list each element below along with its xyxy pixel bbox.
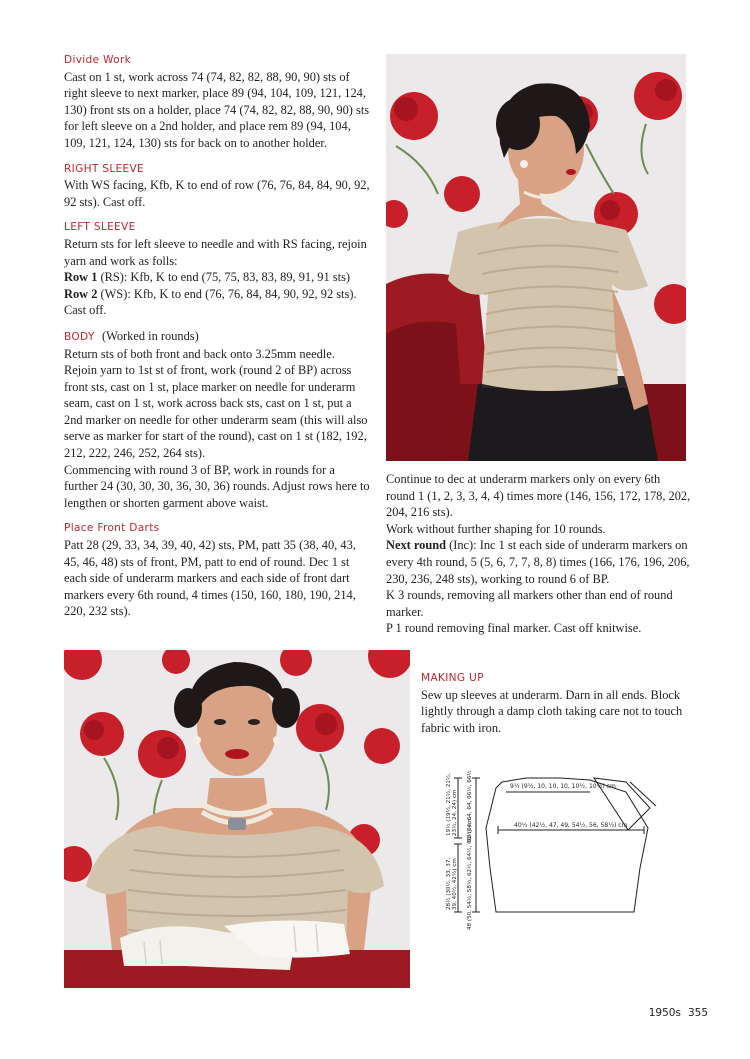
left-sleeve-section xyxy=(64,219,370,319)
right-sleeve-heading: RIGHT SLEEVE xyxy=(64,162,145,175)
left-sleeve-intro: Return sts for left sleeve to needle and with RS facing, rejoin yarn and work as folls: xyxy=(64,236,367,268)
divide-work-heading: Divide Work xyxy=(64,54,132,66)
width-label: 40½ (42½, 47, 49, 54½, 56, 58½) cm xyxy=(514,822,628,829)
next-round-text: (Inc): Inc 1 st each side of underarm markers on every 4th round, 5 (5, 6, 7, 7, 8, 8) times (166, 176, 196, 206, 230, 236, 248 sts), working to round 6 of BP. xyxy=(386,538,690,586)
body-section xyxy=(64,328,370,512)
right-sleeve-section xyxy=(64,161,370,211)
left-sleeve-heading: LEFT SLEEVE xyxy=(64,221,136,234)
next-round-label: Next round xyxy=(386,538,447,553)
row-1-label: Row 1 xyxy=(64,270,98,285)
left-sleeve-row-1 xyxy=(64,269,370,286)
photo-back-view xyxy=(386,54,686,461)
footer-section: 1950s xyxy=(648,1007,681,1019)
left-column xyxy=(64,52,370,629)
continue-text-2: Work without further shaping for 10 rounds. xyxy=(386,521,606,536)
row-1-text: (RS): Kfb, K to end (75, 75, 83, 83, 89, 91, 91 sts) xyxy=(97,270,351,285)
upper-label-2: 23½, 24, 24) cm xyxy=(452,789,458,836)
making-up-heading: MAKING UP xyxy=(421,672,484,684)
upper-label-1: 19½ (19½, 21½, 21½, xyxy=(446,772,452,836)
lower-label-1: 28½ (30½, 33, 37, xyxy=(446,857,452,910)
back-view-illustration xyxy=(386,54,686,461)
lower-label-2: 39, 40½, 42½) cm xyxy=(452,858,458,910)
divide-work-section xyxy=(64,52,370,152)
front-darts-text: Patt 28 (29, 33, 34, 39, 40, 42) sts, PM, patt 35 (38, 40, 43, 45, 46, 48) sts of front, PM, patt to end of round. Dec 1 st each side of underarm markers and each side of front dart markers every 6th round, 4 times (150, 160, 180, 190, 214, 220, 232 sts). xyxy=(64,538,356,619)
row-2-label: Row 2 xyxy=(64,286,98,301)
page-footer xyxy=(642,1007,708,1019)
right-sleeve-text: With WS facing, Kfb, K to end of row (76, 76, 84, 84, 90, 92, 92 sts). Cast off. xyxy=(64,178,370,209)
body-text-2: Commencing with round 3 of BP, work in rounds for a further 24 (30, 30, 30, 36, 30, 36) rounds. Adjust rows here to lengthen or shorten garment above waist. xyxy=(64,462,370,510)
continue-text-3: K 3 rounds, removing all markers other than end of round marker. xyxy=(386,588,673,619)
right-column xyxy=(386,471,692,637)
making-up-text: Sew up sleeves at underarm. Darn in all ends. Block lightly through a damp cloth taking care not to touch fabric with iron. xyxy=(421,687,683,735)
continue-text-1: Continue to dec at underarm markers only on every 6th round 1 (1, 2, 3, 3, 4, 4) times more (146, 156, 172, 178, 202, 204, 216 sts). xyxy=(386,472,691,520)
making-up-section xyxy=(421,670,691,736)
upper-label-3: 63 (64, 64, 64, 66½, 66½) cm xyxy=(467,770,473,842)
photo-front-view xyxy=(64,650,410,988)
front-darts-section xyxy=(64,520,370,620)
front-view-illustration xyxy=(64,650,410,988)
schematic-svg xyxy=(440,770,680,935)
body-heading-line xyxy=(64,328,370,346)
body-heading: BODY xyxy=(64,330,95,343)
page-number: 355 xyxy=(687,1007,708,1019)
divide-work-text: Cast on 1 st, work across 74 (74, 82, 82, 88, 90, 90) sts of right sleeve to next marker, place 89 (94, 104, 109, 121, 124, 130) front sts on a holder, place 74 (74, 82, 82, 88, 90, 90) sts for left sleeve on a 2nd holder, and place rem 89 (94, 104, 109, 121, 124, 130) sts for back on to another holder. xyxy=(64,69,370,150)
lower-label-3: 48 (50, 54½, 58½, 62½, 64½, 66½) cm xyxy=(467,818,473,930)
schematic-diagram xyxy=(440,770,680,935)
sleeve-label: 9½ (9½, 10, 10, 10, 10½, 10½) cm xyxy=(510,783,616,790)
body-note: (Worked in rounds) xyxy=(102,328,199,343)
next-round-line xyxy=(386,537,692,587)
row-2-text: (WS): Kfb, K to end (76, 76, 84, 84, 90, 92, 92 sts). Cast off. xyxy=(64,286,357,318)
body-text-1: Return sts of both front and back onto 3.25mm needle. Rejoin yarn to 1st st of front, work (round 2 of BP) across front sts, cast on 1 st, place marker on needle for underarm seam, cast on 1 st, work across back sts, cast on 1 st, put a 2nd marker on needle for other underarm seam (this will also serve as marker for start of the round), cast on 1 st (182, 192, 212, 222, 246, 252, 264 sts). xyxy=(64,346,368,461)
left-sleeve-row-2 xyxy=(64,286,370,319)
front-darts-heading: Place Front Darts xyxy=(64,522,160,535)
continue-text-4: P 1 round removing final marker. Cast off knitwise. xyxy=(386,621,642,636)
